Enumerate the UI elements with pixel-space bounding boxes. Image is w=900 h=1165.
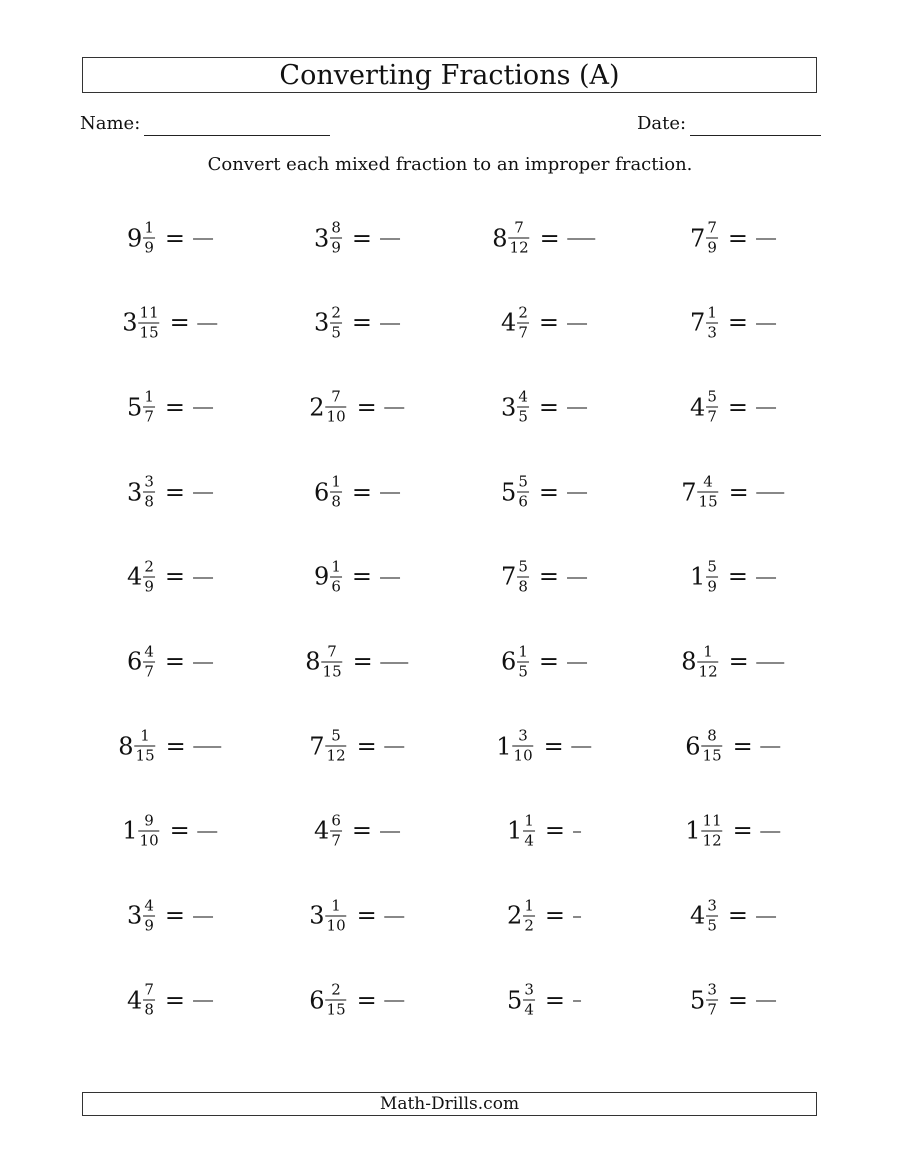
equals-sign: = [538, 393, 559, 422]
denominator: 5 [707, 916, 717, 935]
whole-number: 9 [127, 224, 143, 252]
answer-blank[interactable] [380, 577, 400, 578]
answer-blank[interactable] [757, 662, 785, 663]
equals-sign: = [538, 562, 559, 591]
denominator: 15 [702, 746, 722, 765]
whole-number: 6 [127, 647, 143, 676]
equals-sign: = [169, 816, 190, 845]
denominator: 10 [326, 407, 346, 426]
answer-blank[interactable] [761, 747, 781, 748]
whole-number: 4 [690, 901, 706, 930]
answer-blank[interactable] [761, 831, 781, 832]
denominator: 7 [707, 1000, 717, 1019]
numerator: 1 [524, 896, 534, 915]
fraction [706, 305, 718, 340]
numerator: 7 [327, 642, 337, 660]
numerator: 2 [144, 557, 154, 576]
problem-14 [314, 472, 400, 511]
denominator: 9 [707, 238, 717, 257]
fraction [509, 218, 530, 257]
answer-blank[interactable] [193, 662, 213, 663]
problem-26 [309, 726, 404, 765]
denominator: 4 [524, 831, 534, 850]
fraction [517, 472, 529, 511]
answer-blank[interactable] [380, 239, 400, 240]
whole-number: 3 [127, 901, 143, 930]
problem-38 [309, 980, 404, 1019]
whole-number: 1 [507, 816, 523, 845]
whole-number: 1 [685, 816, 701, 845]
numerator: 11 [139, 303, 159, 322]
whole-number: 3 [309, 901, 325, 930]
fraction [143, 644, 155, 679]
numerator: 1 [331, 557, 341, 576]
fraction [330, 559, 342, 594]
name-label: Name: [80, 113, 141, 134]
fraction [330, 305, 342, 340]
fraction [706, 980, 718, 1019]
equals-sign: = [538, 308, 559, 337]
whole-number: 8 [492, 224, 508, 252]
answer-blank[interactable] [572, 747, 592, 748]
numerator: 1 [140, 726, 150, 745]
answer-blank[interactable] [193, 916, 213, 917]
answer-blank[interactable] [380, 493, 400, 494]
denominator: 6 [331, 577, 341, 596]
denominator: 9 [144, 238, 154, 257]
fraction [517, 644, 529, 679]
equals-sign: = [164, 224, 185, 252]
numerator: 5 [518, 472, 528, 491]
numerator: 8 [331, 218, 341, 237]
denominator: 12 [698, 662, 718, 680]
answer-blank[interactable] [573, 916, 581, 917]
numerator: 4 [703, 472, 713, 491]
fraction [517, 305, 529, 340]
numerator: 3 [707, 896, 717, 915]
equals-sign: = [351, 224, 372, 252]
problem-15 [501, 472, 587, 511]
date-label: Date: [637, 113, 687, 134]
problem-20 [690, 559, 776, 594]
answer-blank[interactable] [385, 1001, 405, 1002]
problem-31 [507, 813, 581, 848]
numerator: 5 [707, 557, 717, 576]
denominator: 15 [135, 746, 155, 765]
problem-7 [501, 305, 587, 340]
answer-blank[interactable] [756, 916, 776, 917]
equals-sign: = [356, 732, 377, 761]
fraction [702, 813, 723, 848]
whole-number: 7 [309, 732, 325, 761]
fraction [523, 980, 535, 1019]
equals-sign: = [164, 562, 185, 591]
numerator: 1 [144, 387, 154, 406]
denominator: 7 [144, 407, 154, 426]
problem-4 [690, 218, 776, 257]
fraction [702, 726, 723, 765]
fraction [523, 813, 535, 848]
equals-sign: = [727, 901, 748, 930]
numerator: 11 [702, 811, 722, 830]
problem-37 [127, 980, 213, 1019]
answer-blank[interactable] [380, 831, 400, 832]
answer-blank[interactable] [380, 323, 400, 324]
equals-sign: = [356, 901, 377, 930]
numerator: 7 [707, 218, 717, 237]
denominator: 9 [144, 577, 154, 596]
answer-blank[interactable] [567, 323, 587, 324]
worksheet-title: Converting Fractions (A) [82, 57, 817, 93]
whole-number: 1 [496, 732, 512, 761]
equals-sign: = [728, 478, 749, 507]
fraction [143, 898, 155, 933]
equals-sign: = [544, 986, 565, 1015]
fraction [330, 472, 342, 511]
answer-blank[interactable] [756, 577, 776, 578]
problem-35 [507, 898, 581, 933]
equals-sign: = [164, 478, 185, 507]
denominator: 9 [707, 577, 717, 596]
equals-sign: = [539, 224, 560, 252]
equals-sign: = [165, 732, 186, 761]
problem-3 [492, 218, 595, 257]
fraction [698, 644, 719, 679]
whole-number: 4 [690, 393, 706, 422]
problem-30 [314, 813, 400, 848]
whole-number: 6 [314, 478, 330, 507]
denominator: 10 [139, 831, 159, 850]
whole-number: 5 [127, 393, 143, 422]
problem-9 [127, 387, 213, 426]
answer-blank[interactable] [193, 239, 213, 240]
answer-blank[interactable] [567, 662, 587, 663]
problem-8 [690, 305, 776, 340]
whole-number: 7 [690, 224, 706, 252]
equals-sign: = [538, 647, 559, 676]
denominator: 8 [331, 492, 341, 511]
answer-blank[interactable] [194, 747, 222, 748]
denominator: 8 [518, 577, 528, 596]
denominator: 9 [331, 238, 341, 257]
fraction [706, 898, 718, 933]
equals-sign: = [544, 901, 565, 930]
fraction [139, 305, 160, 340]
equals-sign: = [356, 986, 377, 1015]
problem-32 [685, 813, 780, 848]
equals-sign: = [727, 562, 748, 591]
fraction [143, 559, 155, 594]
fraction [330, 218, 342, 257]
problem-10 [309, 387, 404, 426]
equals-sign: = [732, 732, 753, 761]
fraction [143, 218, 155, 257]
whole-number: 4 [127, 986, 143, 1015]
whole-number: 4 [127, 562, 143, 591]
problem-23 [501, 644, 587, 679]
problem-33 [127, 898, 213, 933]
numerator: 3 [707, 980, 717, 999]
numerator: 7 [514, 218, 524, 237]
denominator: 2 [524, 916, 534, 935]
problem-18 [314, 559, 400, 594]
numerator: 1 [703, 642, 713, 660]
denominator: 8 [144, 1000, 154, 1019]
problem-28 [685, 726, 780, 765]
denominator: 15 [139, 323, 159, 342]
numerator: 2 [518, 303, 528, 322]
equals-sign: = [732, 816, 753, 845]
fraction [513, 726, 534, 765]
numerator: 2 [331, 303, 341, 322]
problem-36 [690, 898, 776, 933]
numerator: 5 [331, 726, 341, 745]
numerator: 3 [518, 726, 528, 745]
whole-number: 4 [314, 816, 330, 845]
equals-sign: = [538, 478, 559, 507]
equals-sign: = [728, 647, 749, 676]
denominator: 7 [331, 831, 341, 850]
problem-21 [127, 644, 213, 679]
problem-17 [127, 559, 213, 594]
denominator: 15 [326, 1000, 346, 1019]
problem-12 [690, 387, 776, 426]
problem-13 [127, 472, 213, 511]
whole-number: 1 [690, 562, 706, 591]
answer-blank[interactable] [193, 577, 213, 578]
whole-number: 2 [507, 901, 523, 930]
whole-number: 3 [314, 224, 330, 252]
denominator: 10 [326, 916, 346, 935]
numerator: 7 [331, 387, 341, 406]
fraction [143, 980, 155, 1019]
equals-sign: = [727, 393, 748, 422]
denominator: 7 [707, 407, 717, 426]
problem-27 [496, 726, 591, 765]
problem-24 [681, 644, 784, 679]
answer-blank[interactable] [193, 1001, 213, 1002]
numerator: 1 [707, 303, 717, 322]
fraction [322, 644, 343, 679]
problem-29 [122, 813, 217, 848]
fraction [135, 726, 156, 765]
fraction [330, 813, 342, 848]
numerator: 4 [144, 896, 154, 915]
equals-sign: = [352, 647, 373, 676]
equals-sign: = [544, 816, 565, 845]
problem-34 [309, 898, 404, 933]
numerator: 1 [524, 811, 534, 830]
answer-blank[interactable] [381, 662, 409, 663]
numerator: 8 [707, 726, 717, 745]
numerator: 1 [144, 218, 154, 237]
equals-sign: = [727, 224, 748, 252]
numerator: 5 [518, 557, 528, 576]
numerator: 3 [144, 472, 154, 491]
equals-sign: = [543, 732, 564, 761]
denominator: 15 [322, 662, 342, 680]
denominator: 7 [518, 323, 528, 342]
denominator: 5 [331, 323, 341, 342]
problem-16 [681, 472, 784, 511]
numerator: 3 [524, 980, 534, 999]
whole-number: 5 [690, 986, 706, 1015]
fraction [139, 813, 160, 848]
problem-6 [314, 305, 400, 340]
instructions: Convert each mixed fraction to an improper fraction. [207, 154, 693, 175]
answer-blank[interactable] [756, 239, 776, 240]
fraction [326, 387, 347, 426]
whole-number: 5 [501, 478, 517, 507]
whole-number: 7 [681, 478, 697, 507]
answer-blank[interactable] [198, 323, 218, 324]
numerator: 6 [331, 811, 341, 830]
whole-number: 3 [122, 308, 138, 337]
denominator: 5 [518, 662, 528, 680]
whole-number: 2 [309, 393, 325, 422]
equals-sign: = [351, 816, 372, 845]
denominator: 3 [707, 323, 717, 342]
problem-19 [501, 559, 587, 594]
denominator: 7 [144, 662, 154, 680]
whole-number: 7 [690, 308, 706, 337]
problem-25 [118, 726, 221, 765]
answer-blank[interactable] [385, 408, 405, 409]
answer-blank[interactable] [757, 493, 785, 494]
fraction [143, 387, 155, 426]
numerator: 1 [331, 896, 341, 915]
equals-sign: = [356, 393, 377, 422]
whole-number: 5 [507, 986, 523, 1015]
whole-number: 3 [314, 308, 330, 337]
numerator: 4 [518, 387, 528, 406]
equals-sign: = [351, 562, 372, 591]
answer-blank[interactable] [567, 408, 587, 409]
fraction [143, 472, 155, 511]
numerator: 1 [331, 472, 341, 491]
whole-number: 6 [309, 986, 325, 1015]
whole-number: 3 [501, 393, 517, 422]
answer-blank[interactable] [567, 493, 587, 494]
equals-sign: = [164, 986, 185, 1015]
fraction [523, 898, 535, 933]
answer-blank[interactable] [193, 493, 213, 494]
equals-sign: = [727, 308, 748, 337]
problem-5 [122, 305, 217, 340]
answer-blank[interactable] [756, 1001, 776, 1002]
whole-number: 8 [681, 647, 697, 676]
numerator: 1 [518, 642, 528, 660]
whole-number: 8 [305, 647, 321, 676]
whole-number: 8 [118, 732, 134, 761]
problem-39 [507, 980, 581, 1019]
fraction [326, 726, 347, 765]
equals-sign: = [351, 478, 372, 507]
equals-sign: = [164, 393, 185, 422]
answer-blank[interactable] [756, 408, 776, 409]
footer: Math-Drills.com [82, 1092, 817, 1116]
whole-number: 4 [501, 308, 517, 337]
answer-blank[interactable] [573, 831, 581, 832]
denominator: 10 [513, 746, 533, 765]
answer-blank[interactable] [573, 1001, 581, 1002]
whole-number: 9 [314, 562, 330, 591]
numerator: 9 [144, 811, 154, 830]
fraction [706, 387, 718, 426]
problem-40 [690, 980, 776, 1019]
denominator: 15 [698, 492, 718, 511]
answer-blank[interactable] [567, 577, 587, 578]
denominator: 12 [702, 831, 722, 850]
answer-blank[interactable] [568, 239, 596, 240]
numerator: 2 [331, 980, 341, 999]
equals-sign: = [169, 308, 190, 337]
problem-1 [127, 218, 213, 257]
fraction [326, 980, 347, 1019]
equals-sign: = [164, 901, 185, 930]
answer-blank[interactable] [198, 831, 218, 832]
fraction [517, 559, 529, 594]
whole-number: 7 [501, 562, 517, 591]
numerator: 5 [707, 387, 717, 406]
whole-number: 1 [122, 816, 138, 845]
whole-number: 6 [685, 732, 701, 761]
denominator: 4 [524, 1000, 534, 1019]
denominator: 12 [326, 746, 346, 765]
equals-sign: = [351, 308, 372, 337]
problem-22 [305, 644, 408, 679]
answer-blank[interactable] [385, 916, 405, 917]
denominator: 9 [144, 916, 154, 935]
fraction [706, 559, 718, 594]
fraction [698, 472, 719, 511]
answer-blank[interactable] [756, 323, 776, 324]
answer-blank[interactable] [193, 408, 213, 409]
denominator: 8 [144, 492, 154, 511]
whole-number: 3 [127, 478, 143, 507]
denominator: 12 [509, 238, 529, 257]
fraction [326, 898, 347, 933]
answer-blank[interactable] [385, 747, 405, 748]
problem-11 [501, 387, 587, 426]
numerator: 4 [144, 642, 154, 660]
numerator: 7 [144, 980, 154, 999]
fraction [517, 387, 529, 426]
denominator: 6 [518, 492, 528, 511]
problem-2 [314, 218, 400, 257]
denominator: 5 [518, 407, 528, 426]
equals-sign: = [727, 986, 748, 1015]
whole-number: 6 [501, 647, 517, 676]
equals-sign: = [164, 647, 185, 676]
fraction [706, 218, 718, 257]
